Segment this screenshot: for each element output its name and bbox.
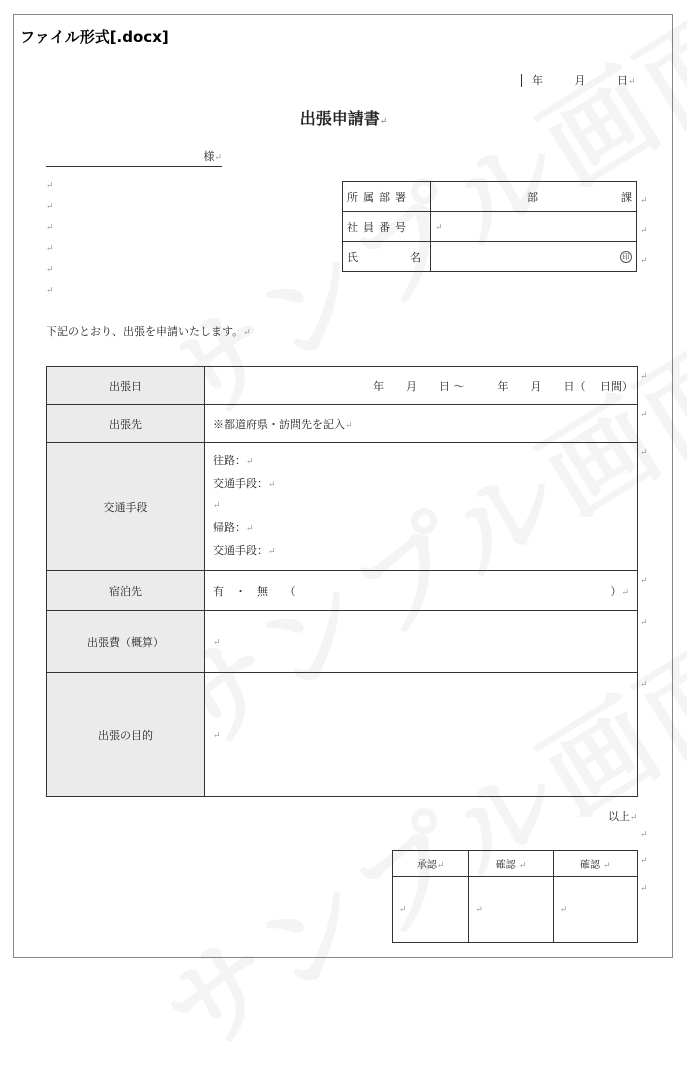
seal-icon: 印 — [620, 251, 632, 263]
purpose-label: 出張の目的 — [47, 673, 205, 797]
date-year: 年 — [521, 74, 543, 87]
confirm-stamp-cell-2[interactable]: ↵ — [553, 877, 637, 943]
intro-text: 下記のとおり、出張を申請いたします。↵ — [46, 325, 251, 338]
lodging-field[interactable]: 有 ・ 無 （ ）↵ — [205, 571, 638, 611]
lodging-label: 宿泊先 — [47, 571, 205, 611]
confirm-header-1: 確認 ↵ — [469, 851, 553, 877]
confirm-header-2: 確認 ↵ — [553, 851, 637, 877]
document-title: 出張申請書↵ — [299, 109, 388, 128]
date-line: 年 月 日↵ — [521, 72, 636, 88]
file-format-label: ファイル形式[.docx] — [20, 28, 169, 46]
trip-date-label: 出張日 — [47, 367, 205, 405]
addressee-line: 様↵ — [46, 148, 222, 167]
applicant-info-table — [342, 181, 637, 272]
approval-header: 承認↵ — [393, 851, 469, 877]
date-day: 日 — [617, 74, 628, 87]
closing-text: 以上↵ — [608, 810, 638, 823]
trip-date-field[interactable]: 年 月 日 ～ 年 月 日（ 日間） — [205, 367, 638, 405]
name-label: 氏 名 — [343, 242, 431, 272]
transport-label: 交通手段 — [47, 443, 205, 571]
approval-table — [392, 850, 638, 943]
cost-label: 出張費（概算） — [47, 611, 205, 673]
employee-number-label: 社員番号 — [343, 212, 431, 242]
approval-stamp-cell[interactable]: ↵ — [393, 877, 469, 943]
table-row-marks: ↵ ↵ ↵ — [640, 196, 648, 266]
transport-field[interactable]: 往路：↵ 交通手段：↵ ↵ 帰路：↵ 交通手段：↵ — [205, 443, 638, 571]
purpose-field[interactable]: ↵ — [205, 673, 638, 797]
confirm-stamp-cell-1[interactable]: ↵ — [469, 877, 553, 943]
date-month: 月 — [574, 74, 586, 87]
destination-label: 出張先 — [47, 405, 205, 443]
destination-field[interactable]: ※都道府県・訪問先を記入↵ — [205, 405, 638, 443]
employee-number-field[interactable]: ↵ — [431, 212, 637, 242]
trip-details-table — [46, 366, 638, 797]
cost-field[interactable]: ↵ — [205, 611, 638, 673]
name-field[interactable] — [431, 242, 637, 272]
dept-label: 所属部署 — [343, 182, 431, 212]
empty-paragraph-marks: ↵ ↵ ↵ ↵ ↵ ↵ — [46, 181, 54, 296]
dept-field[interactable]: 部 課 — [431, 182, 637, 212]
